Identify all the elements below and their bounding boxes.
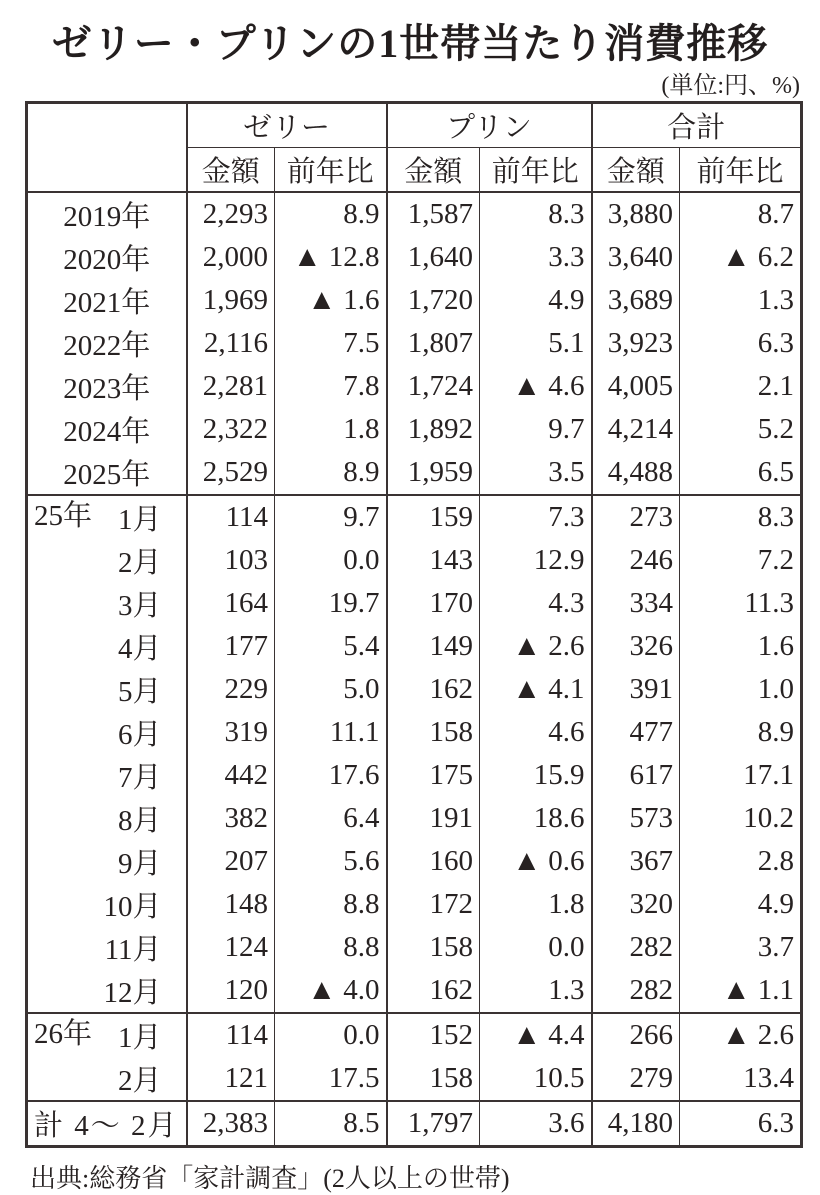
row-period-label: 2019年 [63, 201, 151, 233]
amount-cell: 2,529 [187, 451, 275, 495]
unit-note: (単位:円、%) [661, 73, 800, 99]
pct-cell: 17.6 [275, 754, 387, 797]
amount-cell: 391 [592, 668, 680, 711]
pct-cell: 12.9 [480, 539, 592, 582]
pct-cell: 6.3 [757, 327, 795, 359]
amount-cell: 1,959 [387, 451, 480, 495]
amount-cell: 164 [187, 582, 275, 625]
pct-cell: 8.9 [275, 192, 387, 236]
pct-cell: 18.6 [480, 797, 592, 840]
sub-column-header: 金額 [387, 148, 480, 193]
row-label [27, 192, 187, 236]
amount-cell: 573 [592, 797, 680, 840]
table-row [27, 711, 802, 754]
row-label [27, 840, 187, 883]
amount-cell: 246 [592, 539, 680, 582]
pct-cell: 7.8 [275, 365, 387, 408]
pct-cell: 7.3 [480, 495, 592, 539]
amount-cell: 170 [387, 582, 480, 625]
amount-cell: 229 [187, 668, 275, 711]
table-row [27, 451, 802, 495]
amount-cell: 326 [592, 625, 680, 668]
header-group-row [27, 103, 802, 148]
pct-cell: 3.3 [480, 236, 592, 279]
amount-cell: 1,892 [387, 408, 480, 451]
row-label [27, 365, 187, 408]
pct-cell: 0.0 [275, 539, 387, 582]
table-row [27, 625, 802, 668]
table-row [27, 969, 802, 1013]
row-period-label: 2月 [117, 1065, 162, 1097]
pct-cell: 2.8 [757, 845, 795, 877]
row-label [27, 236, 187, 279]
amount-cell: 158 [387, 1057, 480, 1101]
row-period-label: 計 4〜 2月 [34, 1110, 179, 1142]
row-period-label: 6月 [117, 719, 162, 751]
table-row [27, 279, 802, 322]
amount-cell: 3,689 [592, 279, 680, 322]
amount-cell: 4,180 [592, 1101, 680, 1147]
amount-cell: 319 [187, 711, 275, 754]
row-label [27, 625, 187, 668]
pct-cell: 6.4 [275, 797, 387, 840]
page-title: ゼリー・プリンの1世帯当たり消費推移 [51, 21, 769, 66]
table-row [27, 840, 802, 883]
pct-cell: 5.4 [275, 625, 387, 668]
amount-cell: 2,116 [187, 322, 275, 365]
pct-cell: 17.5 [275, 1057, 387, 1101]
pct-cell: 0.0 [275, 1013, 387, 1057]
pct-cell: 8.9 [275, 451, 387, 495]
amount-cell: 4,005 [592, 365, 680, 408]
pct-cell: 8.7 [757, 198, 795, 230]
amount-cell: 282 [592, 969, 680, 1013]
pct-cell: 6.5 [757, 456, 795, 488]
pct-cell: 2.1 [757, 370, 795, 402]
row-period-label: 2月 [117, 547, 162, 579]
pct-cell: 3.6 [480, 1101, 592, 1147]
amount-cell: 3,880 [592, 192, 680, 236]
pct-cell: 17.1 [743, 759, 795, 791]
table-row [27, 926, 802, 969]
row-period-label: 1月 [117, 504, 162, 536]
pct-cell: 4.6 [480, 711, 592, 754]
row-period-label: 3月 [117, 590, 162, 622]
pct-cell: 8.3 [480, 192, 592, 236]
pct-cell: 5.2 [757, 413, 795, 445]
pct-cell: 1.3 [757, 284, 795, 316]
amount-cell: 334 [592, 582, 680, 625]
table-row [27, 495, 802, 539]
amount-cell: 114 [187, 495, 275, 539]
table-row [27, 754, 802, 797]
row-period-label: 4月 [117, 633, 162, 665]
amount-cell: 207 [187, 840, 275, 883]
amount-cell: 152 [387, 1013, 480, 1057]
amount-cell: 2,281 [187, 365, 275, 408]
amount-cell: 158 [387, 711, 480, 754]
row-period-label: 11月 [104, 934, 162, 966]
row-label [27, 1013, 187, 1057]
pct-cell: 5.0 [275, 668, 387, 711]
row-period-label: 1月 [117, 1022, 162, 1054]
row-period-label: 2021年 [63, 287, 151, 319]
amount-cell: 617 [592, 754, 680, 797]
amount-cell: 1,797 [387, 1101, 480, 1147]
row-label [27, 969, 187, 1013]
pct-cell: 1.6 [757, 630, 795, 662]
row-period-label: 2022年 [63, 330, 151, 362]
pct-cell: 3.5 [480, 451, 592, 495]
column-group-header: プリン [387, 103, 592, 148]
row-label [27, 322, 187, 365]
amount-cell: 143 [387, 539, 480, 582]
pct-cell: 10.2 [743, 802, 795, 834]
amount-cell: 382 [187, 797, 275, 840]
row-label [27, 668, 187, 711]
amount-cell: 1,587 [387, 192, 480, 236]
pct-cell: 7.5 [275, 322, 387, 365]
section-fy26-monthly [27, 1013, 802, 1101]
table-row [27, 322, 802, 365]
amount-cell: 162 [387, 668, 480, 711]
pct-cell: 4.9 [757, 888, 795, 920]
pct-cell: 11.1 [275, 711, 387, 754]
row-label [27, 1057, 187, 1101]
pct-cell: ▲ 2.6 [721, 1019, 795, 1051]
pct-cell: 10.5 [480, 1057, 592, 1101]
pct-cell: ▲ 12.8 [275, 236, 387, 279]
table-row [27, 1013, 802, 1057]
pct-cell: ▲ 4.1 [480, 668, 592, 711]
pct-cell: 1.8 [480, 883, 592, 926]
pct-cell: 1.0 [757, 673, 795, 705]
amount-cell: 160 [387, 840, 480, 883]
row-era-label: 26年 [34, 1018, 93, 1050]
pct-cell: ▲ 1.1 [721, 974, 795, 1006]
pct-cell: 8.3 [757, 501, 795, 533]
amount-cell: 1,969 [187, 279, 275, 322]
pct-cell: ▲ 1.6 [275, 279, 387, 322]
table-row [27, 192, 802, 236]
amount-cell: 175 [387, 754, 480, 797]
pct-cell: 8.9 [757, 716, 795, 748]
sub-column-header: 金額 [187, 148, 275, 193]
corner-cell [27, 103, 187, 193]
row-era-label: 25年 [34, 500, 93, 532]
amount-cell: 158 [387, 926, 480, 969]
pct-cell: 6.3 [757, 1107, 795, 1139]
table-row [27, 1057, 802, 1101]
amount-cell: 177 [187, 625, 275, 668]
amount-cell: 2,383 [187, 1101, 275, 1147]
pct-cell: 9.7 [480, 408, 592, 451]
row-label [27, 797, 187, 840]
pct-cell: 11.3 [744, 587, 795, 619]
pct-cell: 4.3 [480, 582, 592, 625]
pct-cell: 15.9 [480, 754, 592, 797]
row-period-label: 2020年 [63, 244, 151, 276]
pct-cell: 13.4 [743, 1062, 795, 1094]
amount-cell: 149 [387, 625, 480, 668]
amount-cell: 282 [592, 926, 680, 969]
row-period-label: 2024年 [63, 416, 151, 448]
pct-cell: 5.1 [480, 322, 592, 365]
row-period-label: 12月 [103, 977, 162, 1009]
row-label [27, 408, 187, 451]
pct-cell: 8.8 [275, 883, 387, 926]
row-period-label: 2025年 [63, 459, 151, 491]
table-row [27, 365, 802, 408]
row-period-label: 7月 [117, 762, 162, 794]
amount-cell: 279 [592, 1057, 680, 1101]
pct-cell: 4.9 [480, 279, 592, 322]
amount-cell: 172 [387, 883, 480, 926]
row-period-label: 10月 [103, 891, 162, 923]
row-period-label: 5月 [117, 676, 162, 708]
pct-cell: ▲ 4.6 [480, 365, 592, 408]
table-row [27, 408, 802, 451]
row-label [27, 279, 187, 322]
pct-cell: 9.7 [275, 495, 387, 539]
table-row [27, 668, 802, 711]
amount-cell: 148 [187, 883, 275, 926]
source-note: 出典:総務省「家計調査」(2人以上の世帯) [30, 1164, 510, 1193]
amount-cell: 273 [592, 495, 680, 539]
table-row [27, 539, 802, 582]
consumption-table [25, 101, 803, 1148]
pct-cell: 19.7 [275, 582, 387, 625]
pct-cell: 7.2 [757, 544, 795, 576]
amount-cell: 103 [187, 539, 275, 582]
pct-cell: 0.0 [480, 926, 592, 969]
row-label [27, 582, 187, 625]
amount-cell: 121 [187, 1057, 275, 1101]
table-row [27, 582, 802, 625]
column-group-header: ゼリー [187, 103, 387, 148]
row-label [27, 539, 187, 582]
amount-cell: 124 [187, 926, 275, 969]
amount-cell: 1,724 [387, 365, 480, 408]
amount-cell: 266 [592, 1013, 680, 1057]
amount-cell: 1,640 [387, 236, 480, 279]
table-header [27, 103, 802, 193]
pct-cell: ▲ 6.2 [721, 241, 795, 273]
amount-cell: 2,293 [187, 192, 275, 236]
table-row [27, 236, 802, 279]
row-label [27, 451, 187, 495]
amount-cell: 442 [187, 754, 275, 797]
pct-cell: 1.3 [480, 969, 592, 1013]
amount-cell: 367 [592, 840, 680, 883]
row-period-label: 9月 [117, 848, 162, 880]
table-row [27, 883, 802, 926]
amount-cell: 159 [387, 495, 480, 539]
pct-cell: ▲ 4.4 [480, 1013, 592, 1057]
pct-cell: 3.7 [757, 931, 795, 963]
column-group-header: 合計 [592, 103, 802, 148]
pct-cell: ▲ 2.6 [480, 625, 592, 668]
pct-cell: ▲ 0.6 [480, 840, 592, 883]
amount-cell: 1,720 [387, 279, 480, 322]
amount-cell: 2,000 [187, 236, 275, 279]
sub-column-header: 前年比 [480, 148, 592, 193]
row-label [27, 754, 187, 797]
amount-cell: 3,923 [592, 322, 680, 365]
amount-cell: 1,807 [387, 322, 480, 365]
amount-cell: 320 [592, 883, 680, 926]
amount-cell: 4,214 [592, 408, 680, 451]
row-label [27, 711, 187, 754]
amount-cell: 3,640 [592, 236, 680, 279]
amount-cell: 477 [592, 711, 680, 754]
pct-cell: ▲ 4.0 [275, 969, 387, 1013]
amount-cell: 4,488 [592, 451, 680, 495]
sub-column-header: 前年比 [275, 148, 387, 193]
amount-cell: 162 [387, 969, 480, 1013]
sub-column-header: 金額 [592, 148, 680, 193]
pct-cell: 1.8 [275, 408, 387, 451]
table-row [27, 797, 802, 840]
pct-cell: 8.8 [275, 926, 387, 969]
section-annual [27, 192, 802, 495]
row-label [27, 926, 187, 969]
amount-cell: 120 [187, 969, 275, 1013]
row-period-label: 8月 [117, 805, 162, 837]
row-label [27, 495, 187, 539]
section-fy25-monthly [27, 495, 802, 1013]
pct-cell: 8.5 [275, 1101, 387, 1147]
sub-column-header: 前年比 [696, 156, 784, 188]
pct-cell: 5.6 [275, 840, 387, 883]
amount-cell: 2,322 [187, 408, 275, 451]
row-period-label: 2023年 [63, 373, 151, 405]
amount-cell: 191 [387, 797, 480, 840]
amount-cell: 114 [187, 1013, 275, 1057]
row-label [27, 883, 187, 926]
